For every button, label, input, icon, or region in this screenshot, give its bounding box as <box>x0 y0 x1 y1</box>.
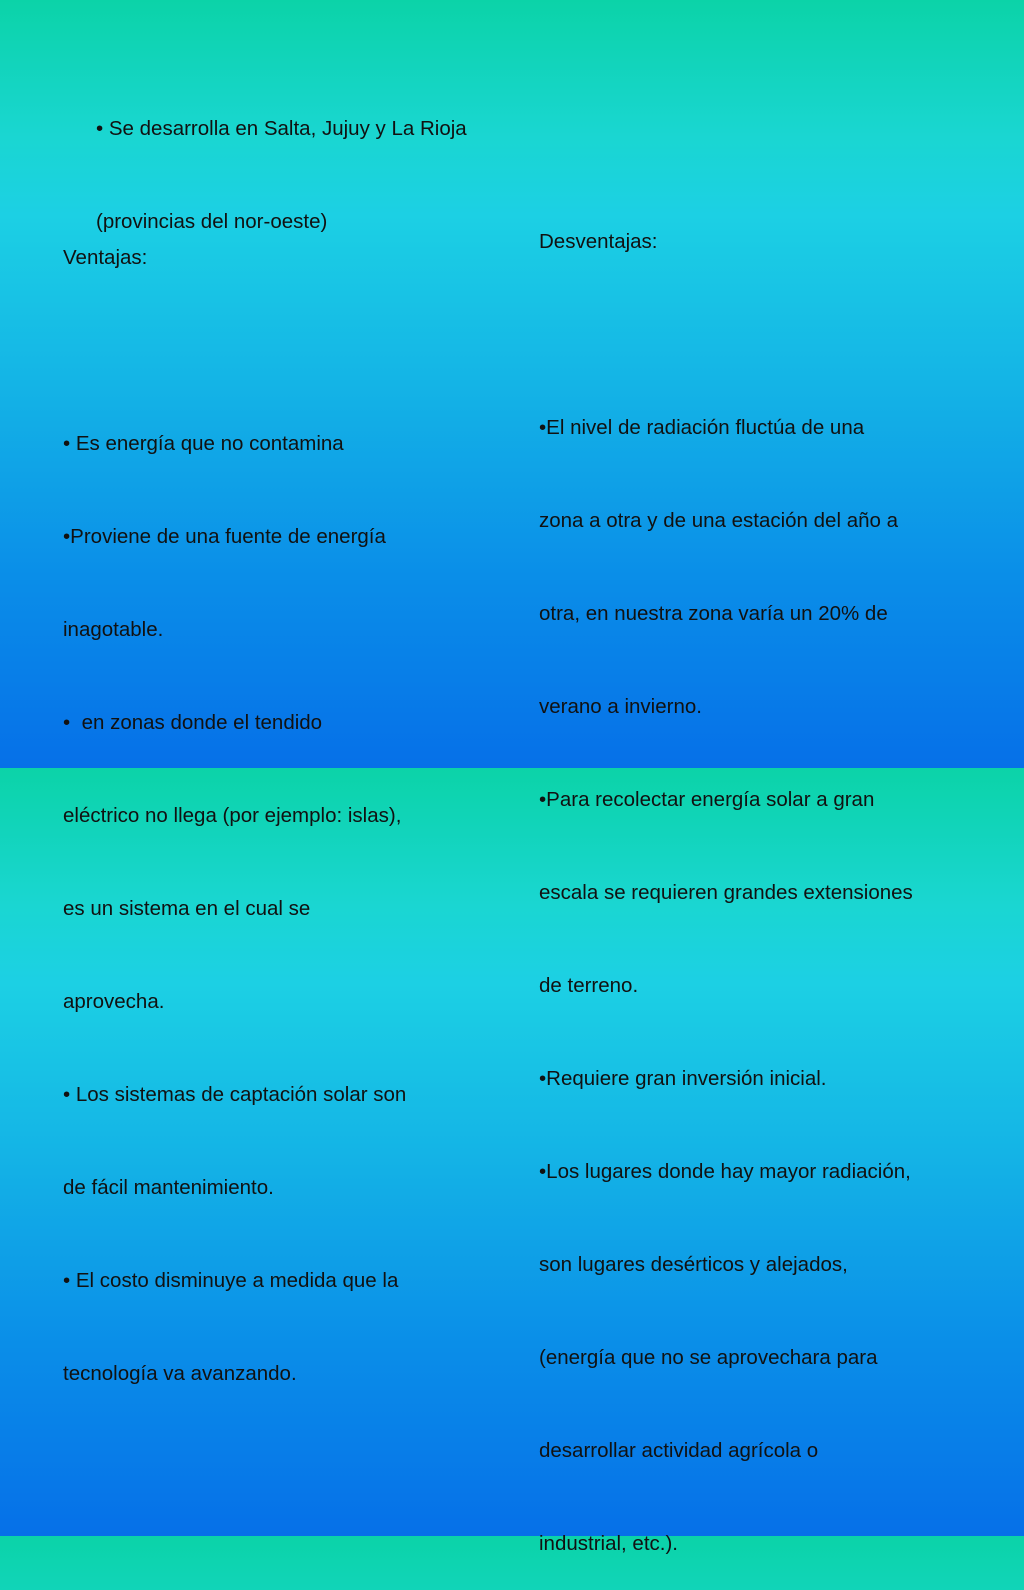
ventajas-line: • en zonas donde el tendido <box>63 711 323 734</box>
desventajas-line: •El nivel de radiación fluctúa de una <box>539 416 865 439</box>
ventajas-line: • Es energía que no contamina <box>63 432 344 455</box>
ventajas-line: es un sistema en el cual se <box>63 897 311 920</box>
desventajas-line: son lugares desérticos y alejados, <box>539 1253 848 1276</box>
desventajas-line: escala se requieren grandes extensiones <box>539 881 913 904</box>
desventajas-line: de terreno. <box>539 974 639 997</box>
ventajas-line: •Proviene de una fuente de energía <box>63 525 386 548</box>
ventajas-line: tecnología va avanzando. <box>63 1362 297 1385</box>
desventajas-line: desarrollar actividad agrícola o <box>539 1439 819 1462</box>
desventajas-heading: Desventajas: <box>539 230 658 253</box>
desventajas-line: verano a invierno. <box>539 695 702 718</box>
desventajas-line: •Los lugares donde hay mayor radiación, <box>539 1160 911 1183</box>
desventajas-line: •Requiere gran inversión inicial. <box>539 1067 827 1090</box>
ventajas-line: de fácil mantenimiento. <box>63 1176 274 1199</box>
intro-line: • Se desarrolla en Salta, Jujuy y La Rioja <box>96 117 467 140</box>
ventajas-line: eléctrico no llega (por ejemplo: islas), <box>63 804 402 827</box>
blank-line <box>63 335 463 366</box>
desventajas-line: (energía que no se aprovechara para <box>539 1346 878 1369</box>
ventajas-line: • El costo disminuye a medida que la <box>63 1269 399 1292</box>
desventajas-line: industrial, etc.). <box>539 1532 678 1555</box>
blank-line <box>539 319 969 350</box>
desventajas-line: zona a otra y de una estación del año a <box>539 509 899 532</box>
ventajas-text-block <box>63 180 463 1420</box>
ventajas-line: inagotable. <box>63 618 164 641</box>
desventajas-text-block <box>539 164 969 1590</box>
desventajas-line: otra, en nuestra zona varía un 20% de <box>539 602 888 625</box>
ventajas-line: • Los sistemas de captación solar son <box>63 1083 407 1106</box>
intro-line: (provincias del nor-oeste) <box>96 210 328 233</box>
desventajas-line: •Para recolectar energía solar a gran <box>539 788 875 811</box>
ventajas-line: aprovecha. <box>63 990 165 1013</box>
ventajas-heading: Ventajas: <box>63 246 148 269</box>
